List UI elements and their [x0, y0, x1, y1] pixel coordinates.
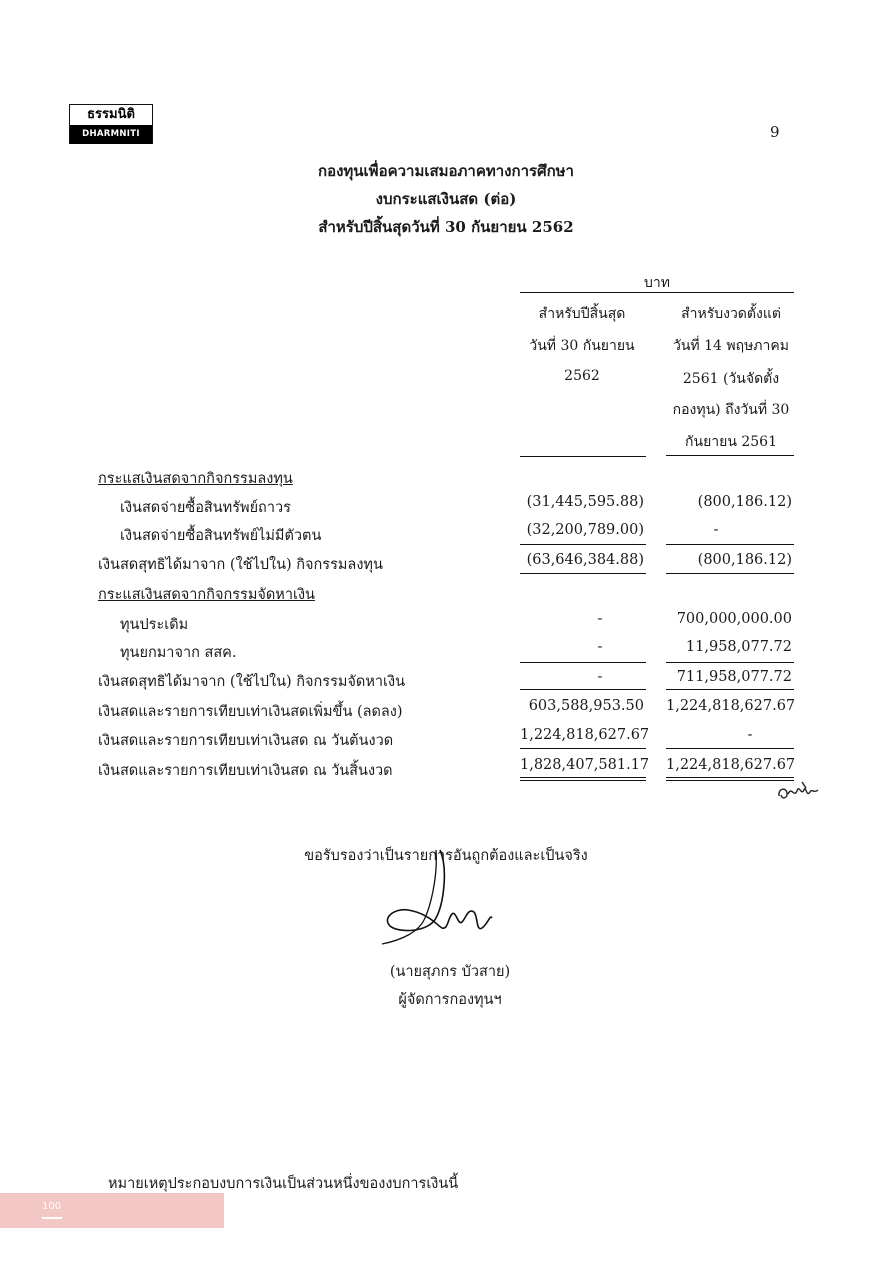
unit-label: บาท	[644, 275, 670, 291]
col1-header-underline	[520, 456, 646, 457]
statement-title: งบกระแสเงินสด (ต่อ)	[375, 190, 517, 208]
capital-transfer-label: ทุนยกมาจาก สสค.	[120, 645, 237, 661]
col2-header-line4: กองทุน) ถึงวันที่ 30	[672, 402, 790, 418]
net-increase-2562: 603,588,953.50	[528, 698, 644, 714]
logo-english-text: DHARMNITI	[70, 125, 152, 144]
financing-total-line-2	[666, 689, 794, 690]
net-financing-label: เงินสดสุทธิได้มาจาก (ใช้ไปใน) กิจกรรมจัดหาเงิน	[98, 674, 405, 690]
financing-section-title: กระแสเงินสดจากกิจกรรมจัดหาเงิน	[98, 587, 315, 603]
page-number: 9	[770, 123, 780, 141]
col2-header-line2: วันที่ 14 พฤษภาคม	[673, 338, 789, 354]
initial-capital-label: ทุนประเดิม	[120, 617, 189, 633]
intangible-assets-2562: (32,200,789.00)	[526, 522, 644, 538]
capital-transfer-2562: -	[597, 639, 603, 655]
ending-balance-label: เงินสดและรายการเทียบเท่าเงินสด ณ วันสิ้นงวด	[98, 763, 393, 779]
beginning-balance-2562: 1,224,818,627.67	[520, 727, 650, 743]
balance-subtotal-line-1	[520, 748, 646, 749]
col1-header-line3: 2562	[564, 368, 600, 384]
financing-subtotal-line-2	[666, 662, 794, 663]
balance-subtotal-line-2	[666, 748, 794, 749]
net-investing-2562: (63,646,384.88)	[526, 552, 644, 568]
certification-text: ขอรับรองว่าเป็นรายการอันถูกต้องและเป็นจริง	[304, 848, 588, 864]
initial-capital-2562: -	[597, 611, 603, 627]
col1-header-line1: สำหรับปีสิ้นสุด	[538, 306, 626, 322]
ending-double-underline-2	[666, 777, 794, 781]
col2-header-line1: สำหรับงวดตั้งแต่	[681, 306, 781, 322]
dharmniti-logo	[69, 104, 153, 144]
logo-thai-text: ธรรมนิติ	[70, 105, 152, 125]
net-investing-2561: (800,186.12)	[697, 552, 792, 568]
fixed-assets-2561: (800,186.12)	[697, 494, 792, 510]
col2-header-line3: 2561 (วันจัดตั้ง	[682, 371, 780, 387]
notes-statement: หมายเหตุประกอบงบการเงินเป็นส่วนหนึ่งของงบการเงินนี้	[108, 1176, 459, 1192]
footer-underline	[42, 1217, 62, 1219]
net-investing-label: เงินสดสุทธิได้มาจาก (ใช้ไปใน) กิจกรรมลงทุน	[98, 557, 383, 573]
period-title: สำหรับปีสิ้นสุดวันที่ 30 กันยายน 2562	[318, 218, 574, 236]
beginning-balance-label: เงินสดและรายการเทียบเท่าเงินสด ณ วันต้นงวด	[98, 733, 394, 749]
financing-subtotal-line-1	[520, 662, 646, 663]
fixed-assets-label: เงินสดจ่ายซื้อสินทรัพย์ถาวร	[120, 500, 291, 516]
financing-total-line-1	[520, 689, 646, 690]
signature	[378, 848, 498, 963]
net-financing-2561: 711,958,077.72	[676, 669, 792, 685]
ending-double-underline-1	[520, 777, 646, 781]
net-increase-label: เงินสดและรายการเทียบเท่าเงินสดเพิ่มขึ้น (ลดลง)	[98, 704, 403, 720]
investing-subtotal-line-2	[666, 544, 794, 545]
initial-capital-2561: 700,000,000.00	[676, 611, 792, 627]
capital-transfer-2561: 11,958,077.72	[685, 639, 792, 655]
intangible-assets-2561: -	[713, 522, 719, 538]
signatory-name: (นายสุภกร บัวสาย)	[389, 964, 511, 980]
initials-mark	[776, 778, 822, 804]
beginning-balance-2561: -	[747, 727, 753, 743]
col2-header-underline	[666, 455, 794, 456]
intangible-assets-label: เงินสดจ่ายซื้อสินทรัพย์ไม่มีตัวตน	[120, 528, 322, 544]
investing-section-title: กระแสเงินสดจากกิจกรรมลงทุน	[98, 471, 293, 487]
col2-header-line5: กันยายน 2561	[685, 434, 777, 450]
fund-name: กองทุนเพื่อความเสมอภาคทางการศึกษา	[318, 162, 574, 180]
investing-subtotal-line-1	[520, 544, 646, 545]
net-financing-2562: -	[597, 669, 603, 685]
investing-total-line-1	[520, 573, 646, 574]
footer-bar	[0, 1193, 224, 1228]
ending-balance-2562: 1,828,407,581.17	[520, 757, 650, 773]
ending-balance-2561: 1,224,818,627.67	[666, 757, 796, 773]
col1-header-line2: วันที่ 30 กันยายน	[529, 338, 635, 354]
unit-underline	[520, 292, 794, 293]
footer-page-number: 100	[42, 1201, 62, 1212]
signatory-title: ผู้จัดการกองทุนฯ	[398, 992, 502, 1008]
fixed-assets-2562: (31,445,595.88)	[526, 494, 644, 510]
investing-total-line-2	[666, 573, 794, 574]
net-increase-2561: 1,224,818,627.67	[666, 698, 796, 714]
